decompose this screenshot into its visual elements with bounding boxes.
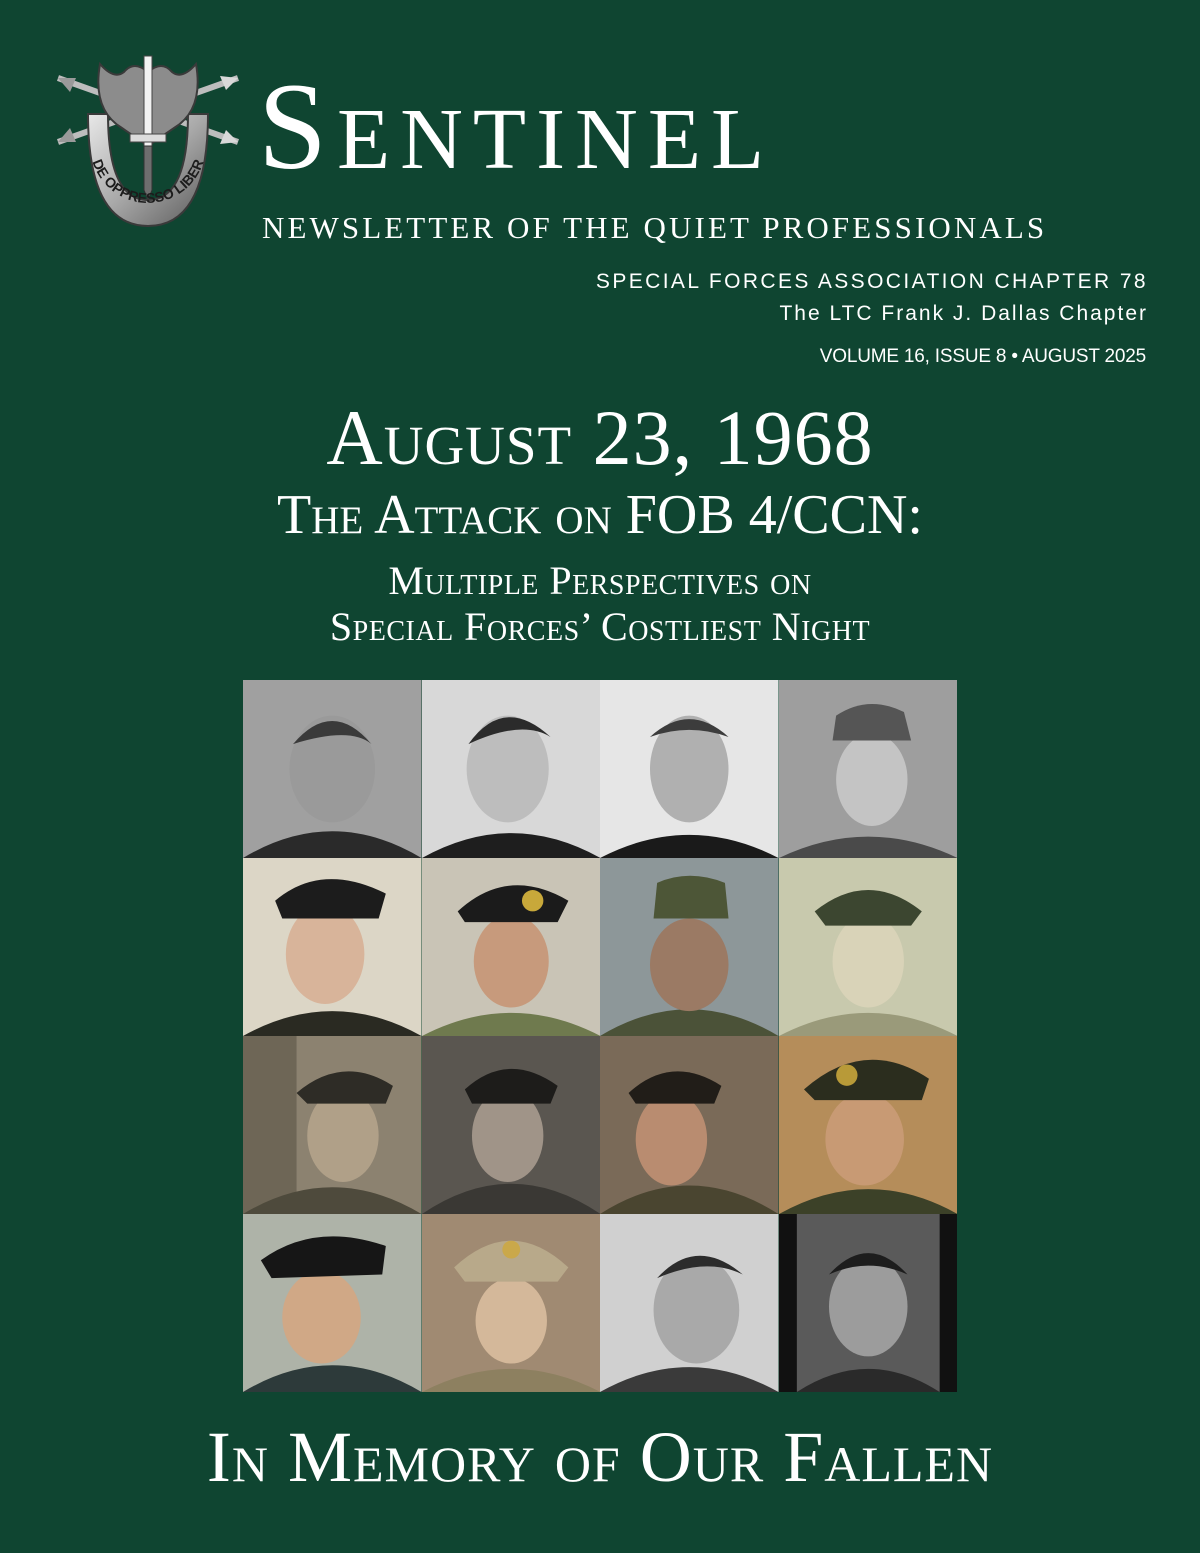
portrait-photo	[779, 1214, 958, 1392]
portrait-photo	[422, 680, 601, 858]
headline-date: August 23, 1968	[326, 394, 874, 481]
organization-name: SPECIAL FORCES ASSOCIATION CHAPTER 78	[595, 270, 1148, 293]
portrait-photo	[779, 858, 958, 1036]
portrait-photo	[422, 1036, 601, 1214]
portrait-photo	[422, 1214, 601, 1392]
portrait-photo	[600, 1214, 779, 1392]
memorial-photo-grid	[243, 680, 957, 1392]
special-forces-crest-icon	[52, 50, 244, 238]
portrait-photo	[600, 1036, 779, 1214]
portrait-photo	[243, 858, 422, 1036]
svg-text:DE OPPRESSO LIBER: DE OPPRESSO LIBER	[89, 156, 207, 207]
portrait-photo	[243, 1214, 422, 1392]
portrait-photo	[422, 858, 601, 1036]
portrait-photo	[779, 1036, 958, 1214]
portrait-photo	[779, 680, 958, 858]
portrait-photo	[600, 680, 779, 858]
portrait-photo	[600, 858, 779, 1036]
portrait-photo	[243, 1036, 422, 1214]
newsletter-subtitle: NEWSLETTER OF THE QUIET PROFESSIONALS	[262, 210, 1048, 245]
portrait-photo	[243, 680, 422, 858]
newsletter-title: Sentinel	[258, 58, 775, 195]
headline-subtitle-line1: Multiple Perspectives on	[388, 558, 812, 603]
chapter-name: The LTC Frank J. Dallas Chapter	[779, 302, 1148, 325]
memorial-caption: In Memory of Our Fallen	[206, 1417, 994, 1497]
headline-attack: The Attack on FOB 4/CCN:	[277, 484, 923, 546]
headline-subtitle-line2: Special Forces’ Costliest Night	[329, 604, 871, 649]
issue-info: VOLUME 16, ISSUE 8 • AUGUST 2025	[819, 346, 1146, 367]
